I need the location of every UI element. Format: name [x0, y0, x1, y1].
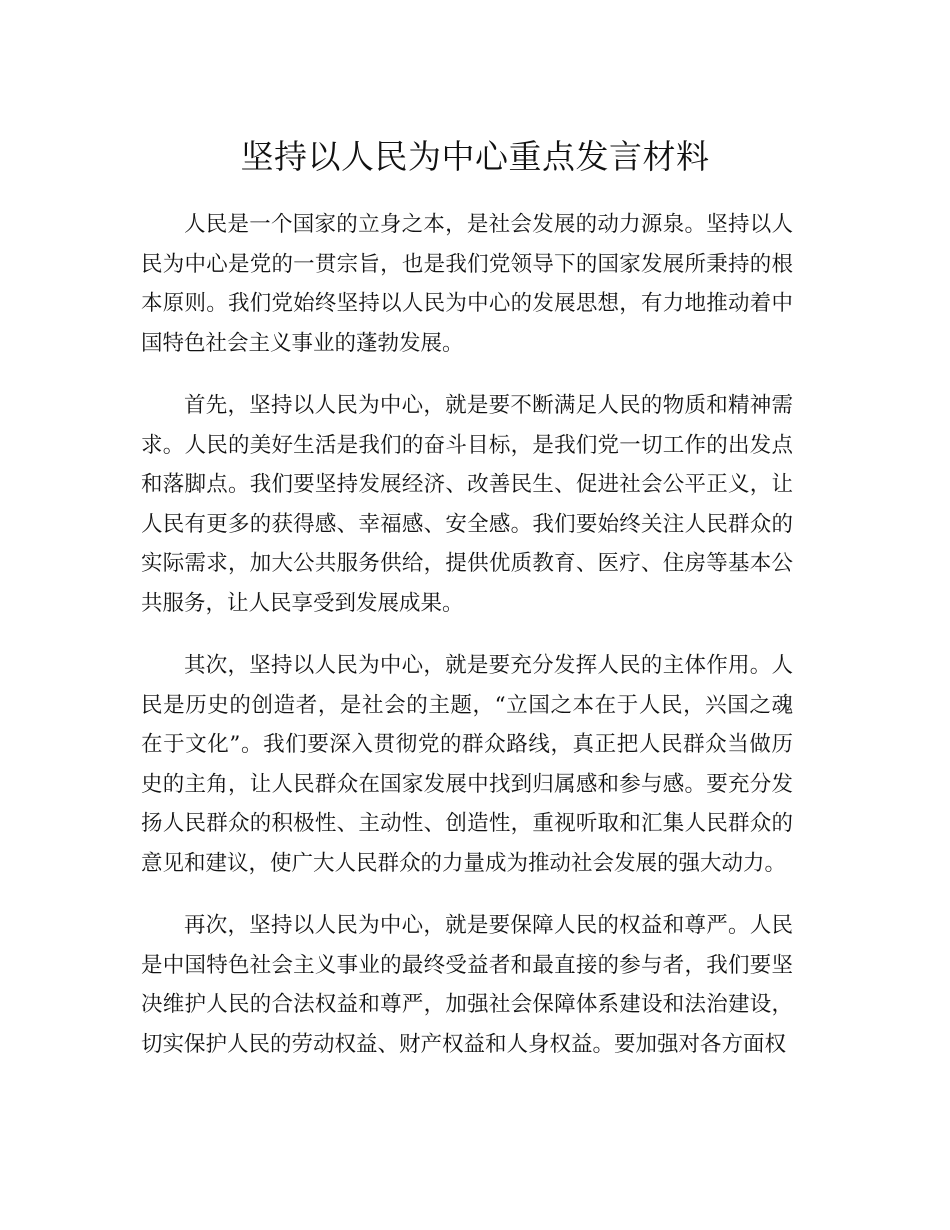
paragraph-intro: 人民是一个国家的立身之本，是社会发展的动力源泉。坚持以人民为中心是党的一贯宗旨，也是我们党领导下的国家发展所秉持的根本原则。我们党始终坚持以人民为中心的发展思想，有力地推动着中国特色社会主义事业的蓬勃发展。	[141, 212, 793, 356]
paragraph-first: 首先，坚持以人民为中心，就是要不断满足人民的物质和精神需求。人民的美好生活是我们的奋斗目标，是我们党一切工作的出发点和落脚点。我们要坚持发展经济、改善民生、促进社会公平正义，让人民有更多的获得感、幸福感、安全感。我们要始终关注人民群众的实际需求，加大公共服务供给，提供优质教育、医疗、住房等基本公共服务，让人民享受到发展成果。	[141, 393, 793, 616]
document-title: 坚持以人民为中心重点发言材料	[240, 137, 710, 176]
paragraph-third: 再次，坚持以人民为中心，就是要保障人民的权益和尊严。人民是中国特色社会主义事业的最终受益者和最直接的参与者，我们要坚决维护人民的合法权益和尊严，加强社会保障体系建设和法治建设，切实保护人民的劳动权益、财产权益和人身权益。要加强对各方面权	[141, 913, 793, 1057]
paragraph-second: 其次，坚持以人民为中心，就是要充分发挥人民的主体作用。人民是历史的创造者，是社会的主题，“立国之本在于人民，兴国之魂在于文化”。我们要深入贯彻党的群众路线，真正把人民群众当做历史的主角，让人民群众在国家发展中找到归属感和参与感。要充分发扬人民群众的积极性、主动性、创造性，重视听取和汇集人民群众的意见和建议，使广大人民群众的力量成为推动社会发展的强大动力。	[141, 653, 793, 876]
document-body	[141, 205, 793, 1087]
